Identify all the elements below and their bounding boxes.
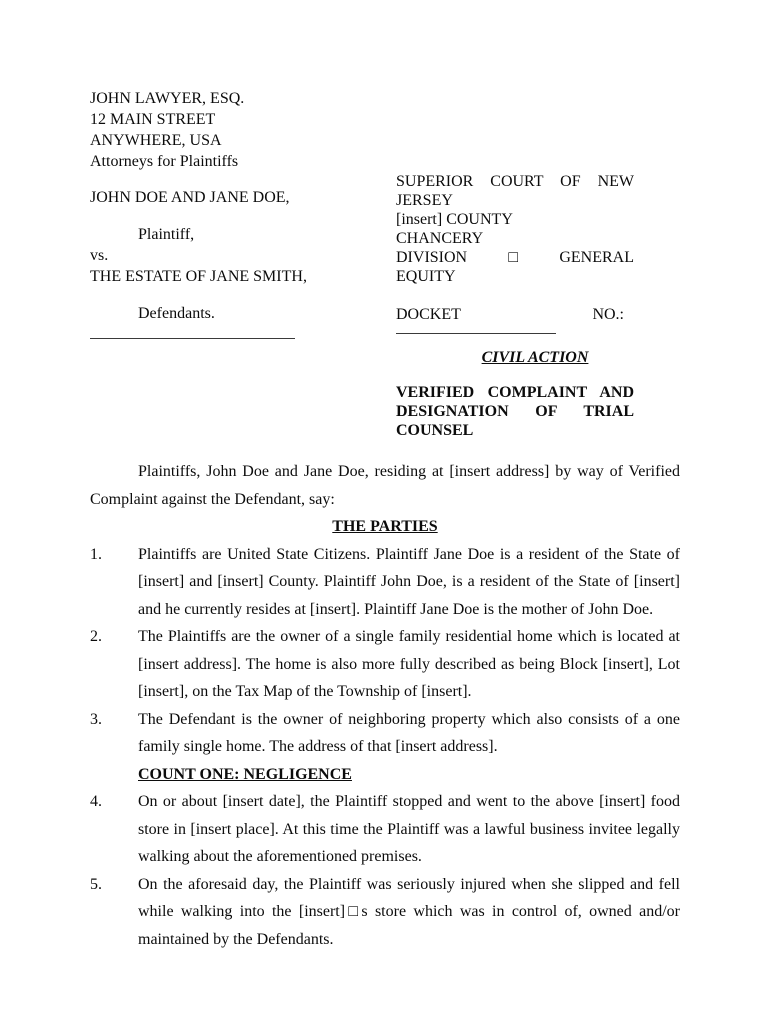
plaintiff-role: Plaintiff, — [138, 226, 195, 243]
paragraph-text: On or about [insert date], the Plaintiff stopped and went to the above [insert] food store in [insert place]. At this time the Plaintiff was a lawful business invitee legally walking about the aforementioned premises. — [138, 793, 680, 865]
docket-number-blank-line — [396, 333, 556, 334]
defendant-role: Defendants. — [138, 305, 215, 322]
caption-horizontal-rule-left — [90, 338, 295, 339]
numbered-paragraph-2 — [90, 623, 680, 706]
paragraph-number: 3. — [90, 710, 102, 728]
court-line: SUPERIOR COURT OF NEW — [396, 173, 634, 190]
division-line: CHANCERY DIVISION□GENERAL — [396, 230, 634, 266]
numbered-paragraph-4 — [90, 788, 680, 871]
attorney-city: ANYWHERE, USA — [90, 132, 222, 149]
attorney-role: Attorneys for Plaintiffs — [90, 153, 239, 170]
count-one-heading-text: COUNT ONE: NEGLIGENCE — [138, 765, 352, 783]
civil-action-heading — [396, 348, 634, 367]
attorney-name: JOHN LAWYER, ESQ. — [90, 90, 245, 107]
document-title-line: COUNSEL — [396, 422, 474, 439]
opening-paragraph: Plaintiffs, John Doe and Jane Doe, residing at [insert address] by way of Verified Complaint against the Defendant, say: — [90, 463, 680, 508]
paragraph-number: 1. — [90, 545, 102, 563]
paragraph-number: 2. — [90, 628, 102, 645]
document-title-line: DESIGNATION OF TRIAL — [396, 403, 634, 420]
numbered-paragraph-1 — [90, 541, 680, 624]
defendant-names: THE ESTATE OF JANE SMITH, — [90, 268, 307, 285]
document-title-line: VERIFIED COMPLAINT AND — [396, 384, 634, 401]
docket-row — [396, 305, 624, 324]
numbered-paragraph-5 — [90, 871, 680, 954]
paragraph-text: On the aforesaid day, the Plaintiff was seriously injured when she slipped and fell while walking into the [insert]□s store which was in control of, owned and/or maintained by the Defendants. — [138, 875, 680, 948]
case-caption — [90, 172, 680, 440]
section-heading-text: THE PARTIES — [332, 518, 438, 535]
paragraph-text: The Defendant is the owner of neighboring property which also consists of a one family single home. The address of that [insert address]. — [138, 710, 680, 755]
numbered-paragraph-3 — [90, 706, 680, 761]
paragraph-text: The Plaintiffs are the owner of a single family residential home which is located at [insert address]. The home is also more fully described as being Block [insert], Lot [insert], on the Tax Map of the Township of [insert]. — [138, 628, 680, 700]
caption-court-column — [396, 172, 634, 440]
civil-action-text: CIVIL ACTION — [481, 349, 589, 366]
attorney-block — [90, 88, 680, 172]
page-content — [90, 88, 680, 953]
document-title — [396, 383, 634, 440]
caption-parties-column — [90, 172, 396, 339]
section-heading-the-parties — [90, 513, 680, 541]
attorney-street: 12 MAIN STREET — [90, 111, 216, 128]
division-line: EQUITY — [396, 268, 456, 285]
complaint-body — [90, 458, 680, 953]
docket-number-label: NO.: — [592, 306, 624, 323]
count-one-heading — [138, 761, 680, 789]
paragraph-number: 5. — [90, 875, 102, 893]
plaintiff-names: JOHN DOE AND JANE DOE, — [90, 189, 290, 206]
paragraph-text: Plaintiffs are United State Citizens. Plaintiff Jane Doe is a resident of the State of [insert] and [insert] County. Plaintiff John Doe, is a resident of the State of [insert] and he currently resides at [insert]. Plaintiff Jane Doe is the mother of John Doe. — [138, 545, 680, 618]
court-line: JERSEY — [396, 192, 453, 209]
county-line: [insert] COUNTY — [396, 211, 513, 228]
versus-label: vs. — [90, 247, 109, 264]
paragraph-number: 4. — [90, 793, 102, 810]
docket-label: DOCKET — [396, 306, 461, 323]
court-name-block — [396, 172, 634, 286]
